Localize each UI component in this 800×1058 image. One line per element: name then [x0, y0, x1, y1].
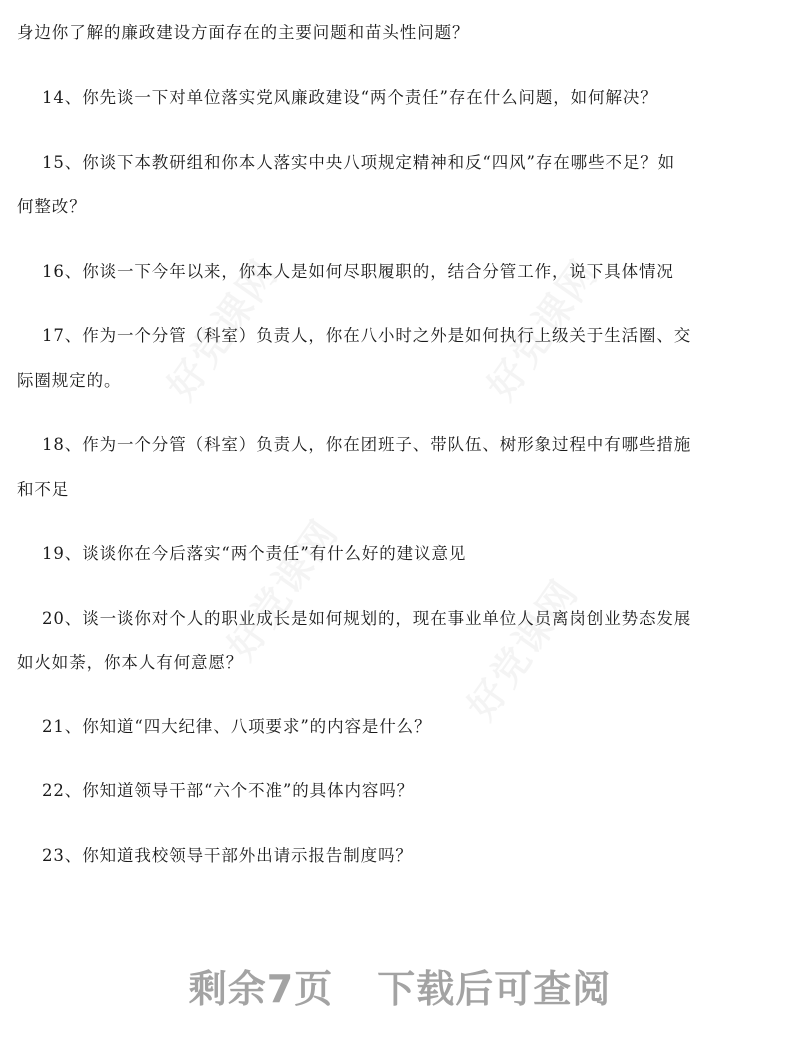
document-line: 23、你知道我校领导干部外出请示报告制度吗？ — [42, 846, 413, 865]
document-line: 际圈规定的。 — [17, 371, 122, 390]
document-line: 22、你知道领导干部“六个不准”的具体内容吗？ — [42, 781, 415, 800]
document-line: 身边你了解的廉政建设方面存在的主要问题和苗头性问题？ — [17, 23, 470, 42]
document-line: 20、谈一谈你对个人的职业成长是如何规划的，现在事业单位人员离岗创业势态发展 — [42, 609, 692, 628]
document-line: 和不足 — [17, 480, 70, 499]
document-line: 何整改？ — [17, 197, 87, 216]
watermark — [212, 506, 349, 669]
watermark — [452, 566, 589, 729]
download-banner[interactable] — [0, 958, 800, 1013]
document-line: 16、你谈一下今年以来，你本人是如何尽职履职的，结合分管工作，说下具体情况 — [42, 262, 674, 281]
document-line: 19、谈谈你在今后落实“两个责任”有什么好的建议意见 — [42, 544, 467, 563]
document-line: 17、作为一个分管（科室）负责人，你在八小时之外是如何执行上级关于生活圈、交 — [42, 326, 692, 345]
document-line: 14、你先谈一下对单位落实党风廉政建设“两个责任”存在什么问题，如何解决？ — [42, 88, 658, 107]
document-line: 如火如荼，你本人有何意愿？ — [17, 653, 244, 672]
document-line: 18、作为一个分管（科室）负责人，你在团班子、带队伍、树形象过程中有哪些措施 — [42, 435, 692, 454]
document-line: 15、你谈下本教研组和你本人落实中央八项规定精神和反“四风”存在哪些不足？如 — [42, 153, 676, 172]
document-line: 21、你知道“四大纪律、八项要求”的内容是什么？ — [42, 717, 432, 736]
download-prompt-label: 下载后可查阅 — [377, 967, 612, 1011]
remaining-pages-label: 剩余7页 — [188, 967, 334, 1011]
